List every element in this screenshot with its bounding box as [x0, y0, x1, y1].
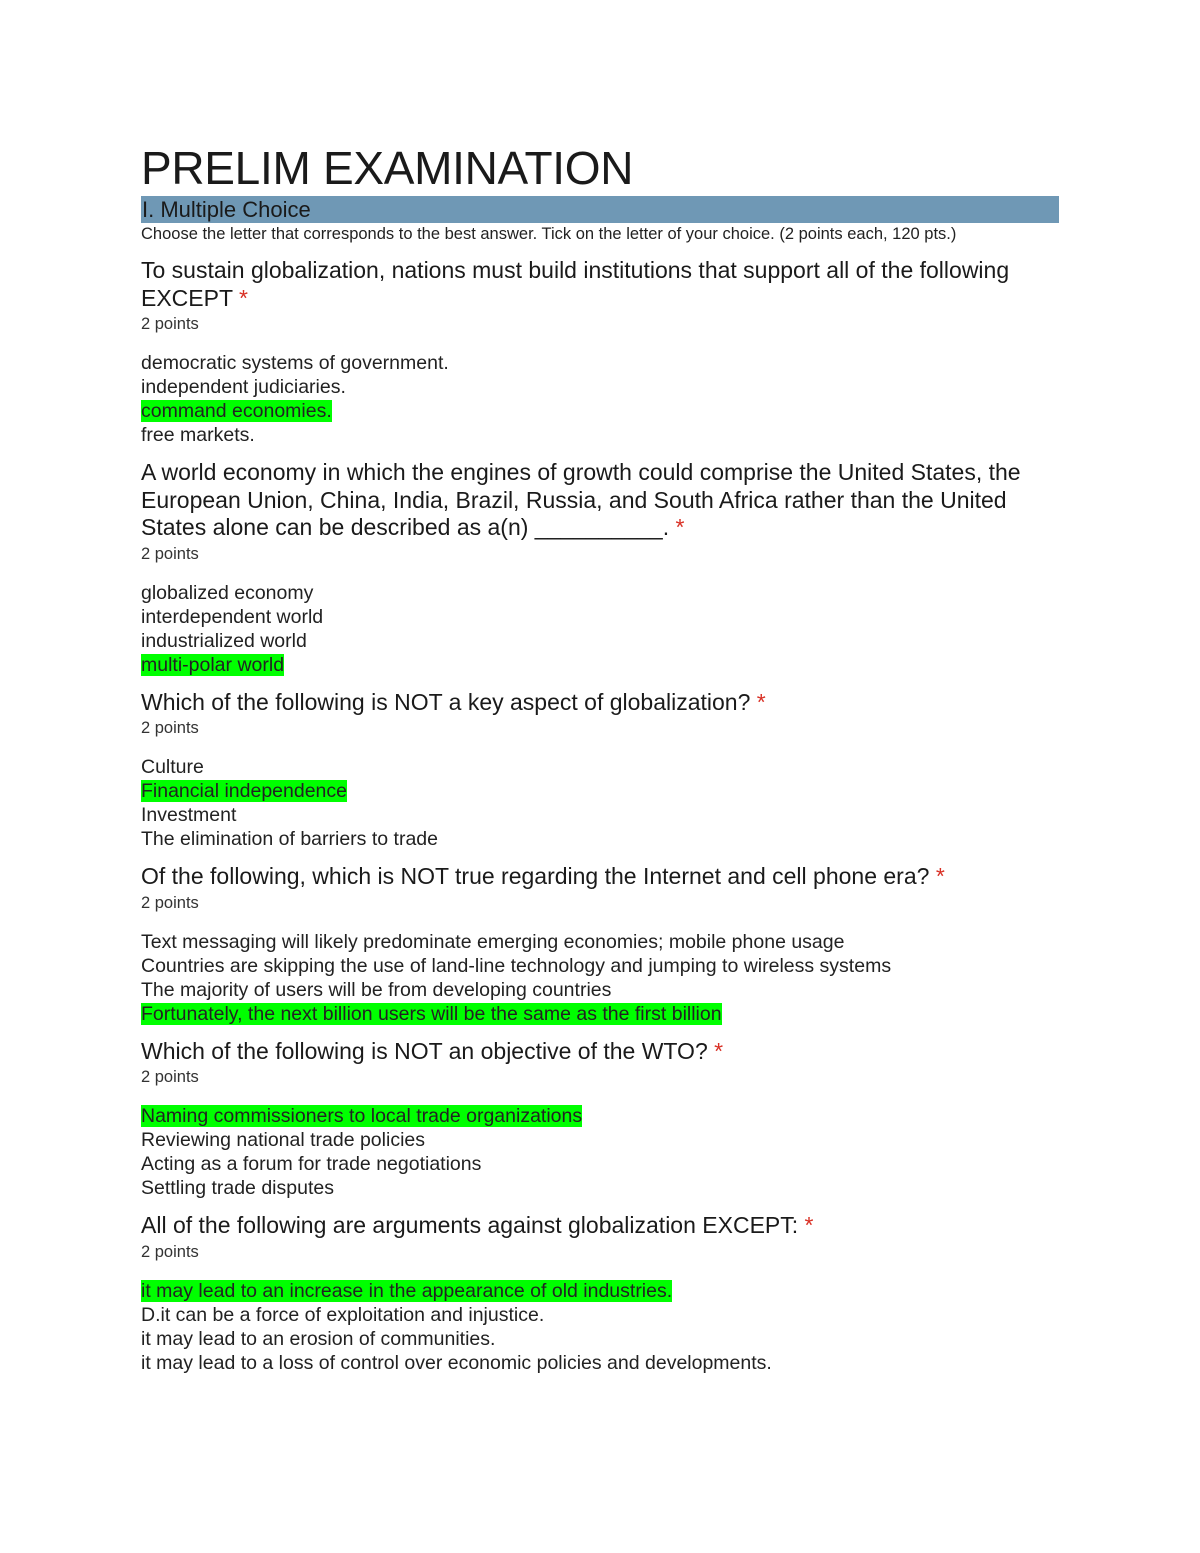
answer-option[interactable] [141, 755, 1059, 779]
answer-option-text: Financial independence [141, 780, 347, 802]
answer-options [141, 930, 1059, 1026]
answer-option[interactable] [141, 423, 1059, 447]
required-asterisk: * [714, 1037, 724, 1064]
answer-options [141, 1104, 1059, 1200]
answer-option[interactable] [141, 930, 1059, 954]
question-points: 2 points [141, 315, 199, 333]
question-prompt: To sustain globalization, nations must build institutions that support all of the following EXCEPT [141, 257, 1010, 311]
answer-option-text: multi-polar world [141, 653, 285, 676]
answer-option-text: industrialized world [141, 629, 307, 652]
question-prompt: All of the following are arguments against globalization EXCEPT: [141, 1212, 799, 1238]
answer-option-text: D.it can be a force of exploitation and injustice. [141, 1303, 545, 1326]
answer-option[interactable] [141, 375, 1059, 399]
answer-option[interactable] [141, 1176, 1059, 1200]
answer-option-text: Investment [141, 804, 237, 826]
question-2 [141, 459, 1059, 677]
required-asterisk: * [239, 284, 248, 311]
question-text [141, 459, 1059, 542]
question-text [141, 257, 1059, 312]
answer-option-text: The majority of users will be from developing countries [141, 978, 612, 1001]
answer-options [141, 581, 1059, 677]
answer-option-text: it may lead to a loss of control over economic policies and developments. [141, 1351, 772, 1374]
answer-option-text: The elimination of barriers to trade [141, 828, 438, 850]
question-prompt: Which of the following is NOT an objective of the WTO? [141, 1037, 708, 1064]
answer-option-text: free markets. [141, 424, 255, 446]
answer-option[interactable] [141, 581, 1059, 605]
answer-option[interactable] [141, 803, 1059, 827]
answer-option-text: Fortunately, the next billion users will be the same as the first billion [141, 1002, 722, 1025]
section-instructions: Choose the letter that corresponds to the best answer. Tick on the letter of your choice. (2 points each, 120 pts.) [141, 225, 957, 243]
question-prompt: Of the following, which is NOT true regarding the Internet and cell phone era? [141, 863, 930, 889]
answer-option-text: command economies. [141, 400, 332, 422]
question-3 [141, 689, 1059, 852]
answer-options [141, 351, 1059, 447]
question-text [141, 1038, 1059, 1066]
question-points: 2 points [141, 1242, 199, 1261]
answer-option-text: Reviewing national trade policies [141, 1129, 425, 1151]
question-text [141, 689, 1059, 717]
answer-option-text: Acting as a forum for trade negotiations [141, 1153, 482, 1175]
answer-option-text: Settling trade disputes [141, 1177, 334, 1199]
question-5 [141, 1038, 1059, 1201]
answer-option-text: it may lead to an increase in the appearance of old industries. [141, 1279, 673, 1302]
answer-option-text: Text messaging will likely predominate emerging economies; mobile phone usage [141, 930, 845, 953]
exam-page [141, 140, 1059, 1375]
question-points: 2 points [141, 544, 199, 563]
required-asterisk: * [935, 863, 945, 889]
answer-option[interactable] [141, 1351, 1059, 1375]
required-asterisk: * [675, 514, 685, 540]
answer-option-text: democratic systems of government. [141, 352, 449, 374]
answer-option[interactable] [141, 1128, 1059, 1152]
answer-option[interactable] [141, 827, 1059, 851]
question-points: 2 points [141, 1068, 199, 1086]
answer-option-text: Culture [141, 756, 204, 778]
question-1 [141, 257, 1059, 447]
answer-option-highlighted[interactable] [141, 399, 1059, 423]
answer-option-highlighted[interactable] [141, 1104, 1059, 1128]
answer-option-highlighted[interactable] [141, 1002, 1059, 1026]
answer-option[interactable] [141, 1327, 1059, 1351]
answer-options [141, 755, 1059, 851]
question-points: 2 points [141, 893, 199, 912]
answer-option[interactable] [141, 1152, 1059, 1176]
answer-option[interactable] [141, 954, 1059, 978]
required-asterisk: * [756, 688, 766, 715]
answer-option[interactable] [141, 978, 1059, 1002]
answer-option-text: it may lead to an erosion of communities. [141, 1327, 496, 1350]
required-asterisk: * [804, 1212, 814, 1238]
question-6 [141, 1212, 1059, 1375]
answer-option-text: globalized economy [141, 581, 314, 604]
answer-option-highlighted[interactable] [141, 1279, 1059, 1303]
question-4 [141, 863, 1059, 1026]
answer-option[interactable] [141, 629, 1059, 653]
answer-option[interactable] [141, 1303, 1059, 1327]
question-prompt: Which of the following is NOT a key aspect of globalization? [141, 688, 751, 715]
answer-option[interactable] [141, 351, 1059, 375]
answer-option-text: interdependent world [141, 605, 324, 628]
answer-option-text: Countries are skipping the use of land-line technology and jumping to wireless systems [141, 954, 892, 977]
question-points: 2 points [141, 719, 199, 737]
question-text [141, 863, 1059, 891]
question-prompt: A world economy in which the engines of growth could comprise the United States, the European Union, China, India, Brazil, Russia, and South Africa rather than the United States alone can be described as a(n) __________. [141, 459, 1021, 540]
question-text [141, 1212, 1059, 1240]
question-list [141, 257, 1059, 1375]
section-header-bar: I. Multiple Choice [141, 196, 1059, 223]
answer-option-text: Naming commissioners to local trade organizations [141, 1105, 583, 1127]
answer-options [141, 1279, 1059, 1375]
answer-option-text: independent judiciaries. [141, 376, 346, 398]
answer-option-highlighted[interactable] [141, 653, 1059, 677]
answer-option[interactable] [141, 605, 1059, 629]
document-title: PRELIM EXAMINATION [141, 142, 634, 194]
answer-option-highlighted[interactable] [141, 779, 1059, 803]
